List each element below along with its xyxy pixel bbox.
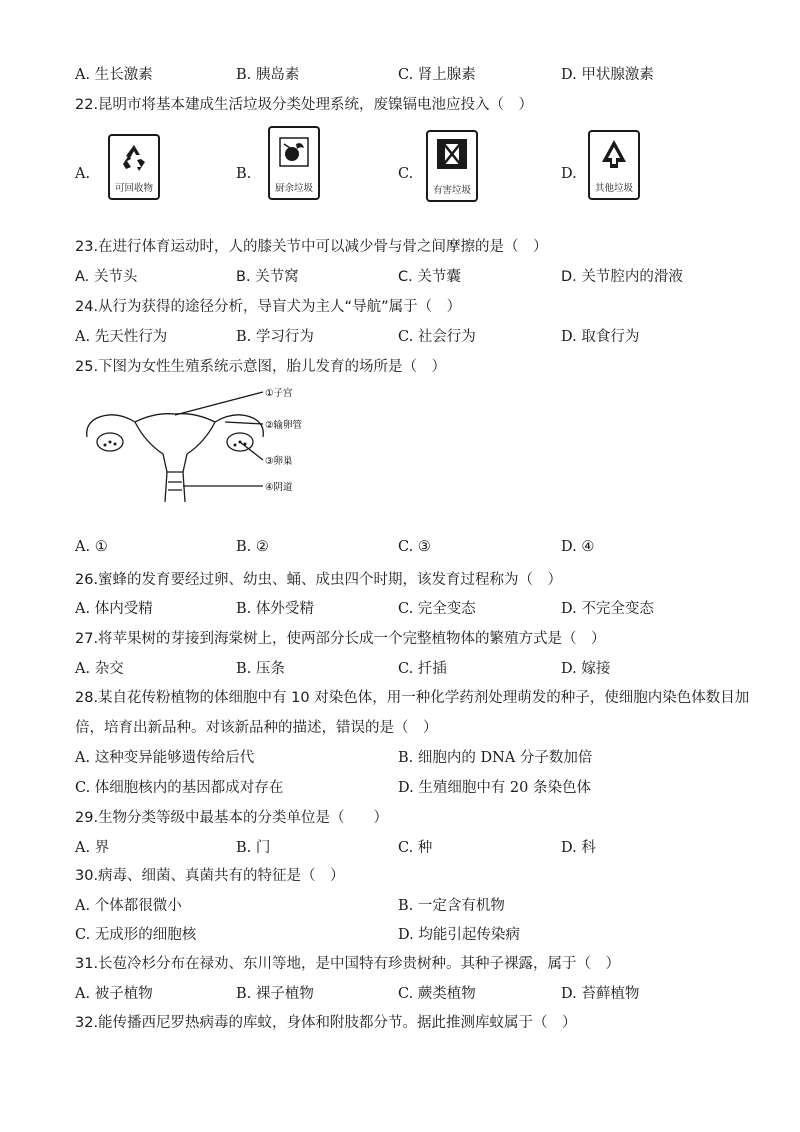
kitchen-waste-caption: 厨余垃圾 — [274, 183, 313, 194]
recyclable-bin-sign — [108, 134, 160, 200]
recycle-icon — [118, 142, 150, 174]
q24-option-d: D. 取食行为 — [561, 329, 640, 345]
q30-option-b: B. 一定含有机物 — [398, 898, 505, 914]
q25-option-d: D. ④ — [561, 539, 595, 555]
q25-option-b: B. ② — [236, 539, 269, 555]
hazardous-waste-bin-sign — [426, 130, 478, 202]
q27-option-a: A. 杂交 — [75, 661, 124, 677]
q28-option-b: B. 细胞内的 DNA 分子数加倍 — [398, 750, 593, 766]
q27-option-c: C. 扦插 — [398, 661, 447, 677]
q25-option-a: A. ① — [75, 539, 108, 555]
label-uterus: ①子宫 — [265, 388, 293, 399]
q22-letter-c: C. — [398, 166, 414, 182]
hazardous-waste-icon — [436, 138, 468, 170]
other-waste-caption: 其他垃圾 — [594, 183, 633, 194]
q29-option-c: C. 种 — [398, 840, 433, 856]
q28-question-line1: 28.某自花传粉植物的体细胞中有 10 对染色体，用一种化学药剂处理萌发的种子，使细胞内染色体数目加 — [75, 690, 750, 706]
label-ovary: ③卵巢 — [265, 456, 293, 467]
q23-question: 23.在进行体育运动时，人的膝关节中可以减少骨与骨之间摩擦的是（ ） — [75, 239, 548, 255]
q28-option-c: C. 体细胞核内的基因都成对存在 — [75, 780, 284, 796]
q31-option-a: A. 被子植物 — [75, 986, 153, 1002]
hazardous-caption: 有害垃圾 — [432, 185, 471, 196]
q22-letter-d: D. — [561, 166, 577, 182]
q26-question: 26.蜜蜂的发育要经过卵、幼虫、蛹、成虫四个时期，该发育过程称为（ ） — [75, 572, 563, 588]
q26-option-a: A. 体内受精 — [75, 601, 153, 617]
q25-question: 25.下图为女性生殖系统示意图，胎儿发育的场所是（ ） — [75, 359, 447, 375]
q30-option-c: C. 无成形的细胞核 — [75, 927, 197, 943]
q24-question: 24.从行为获得的途径分析，导盲犬为主人“导航”属于（ ） — [75, 299, 462, 315]
q25-option-c: C. ③ — [398, 539, 431, 555]
q24-option-a: A. 先天性行为 — [75, 329, 168, 345]
recyclable-caption: 可回收物 — [114, 183, 153, 194]
q32-question: 32.能传播西尼罗热病毒的库蚊，身体和附肢都分节。据此推测库蚊属于（ ） — [75, 1015, 577, 1031]
q31-option-c: C. 蕨类植物 — [398, 986, 476, 1002]
q27-option-d: D. 嫁接 — [561, 661, 611, 677]
q23-option-c: C. 关节囊 — [398, 269, 461, 285]
q26-option-b: B. 体外受精 — [236, 601, 314, 617]
q30-option-d: D. 均能引起传染病 — [398, 927, 520, 943]
q26-option-c: C. 完全变态 — [398, 601, 476, 617]
q28-option-a: A. 这种变异能够遗传给后代 — [75, 750, 255, 766]
other-waste-icon — [598, 138, 630, 170]
q22-letter-b: B. — [236, 166, 252, 182]
kitchen-waste-icon — [278, 136, 310, 168]
female-reproductive-diagram — [75, 382, 315, 507]
q21-option-b: B. 胰岛素 — [236, 67, 300, 83]
q21-option-d: D. 甲状腺激素 — [561, 67, 654, 83]
q22-question: 22.昆明市将基本建成生活垃圾分类处理系统，废镍镉电池应投入（ ） — [75, 97, 534, 113]
q30-option-a: A. 个体都很微小 — [75, 898, 182, 914]
q31-option-d: D. 苔藓植物 — [561, 986, 640, 1002]
q21-option-c: C. 肾上腺素 — [398, 67, 476, 83]
q29-option-a: A. 界 — [75, 840, 110, 856]
kitchen-waste-bin-sign — [268, 126, 320, 200]
q29-option-d: D. 科 — [561, 840, 596, 856]
q21-option-a: A. 生长激素 — [75, 67, 153, 83]
q24-option-c: C. 社会行为 — [398, 329, 476, 345]
q28-option-d: D. 生殖细胞中有 20 条染色体 — [398, 780, 591, 796]
q27-option-b: B. 压条 — [236, 661, 285, 677]
q29-question: 29.生物分类等级中最基本的分类单位是（ ） — [75, 810, 389, 826]
q23-option-b: B. 关节窝 — [236, 269, 299, 285]
q23-option-d: D. 关节腔内的滑液 — [561, 269, 683, 285]
q29-option-b: B. 门 — [236, 840, 271, 856]
q27-question: 27.将苹果树的芽接到海棠树上，使两部分长成一个完整植物体的繁殖方式是（ ） — [75, 631, 606, 647]
q22-letter-a: A. — [75, 166, 91, 182]
other-waste-bin-sign — [588, 130, 640, 200]
q24-option-b: B. 学习行为 — [236, 329, 314, 345]
q28-question-line2: 倍，培育出新品种。对该新品种的描述，错误的是（ ） — [75, 720, 438, 736]
q31-question: 31.长苞冷杉分布在禄劝、东川等地，是中国特有珍贵树种。其种子裸露，属于（ ） — [75, 956, 621, 972]
q30-question: 30.病毒、细菌、真菌共有的特征是（ ） — [75, 868, 345, 884]
label-vagina: ④阴道 — [265, 482, 293, 493]
q26-option-d: D. 不完全变态 — [561, 601, 654, 617]
q23-option-a: A. 关节头 — [75, 269, 138, 285]
label-fallopian-tube: ②输卵管 — [265, 420, 303, 431]
q31-option-b: B. 裸子植物 — [236, 986, 314, 1002]
